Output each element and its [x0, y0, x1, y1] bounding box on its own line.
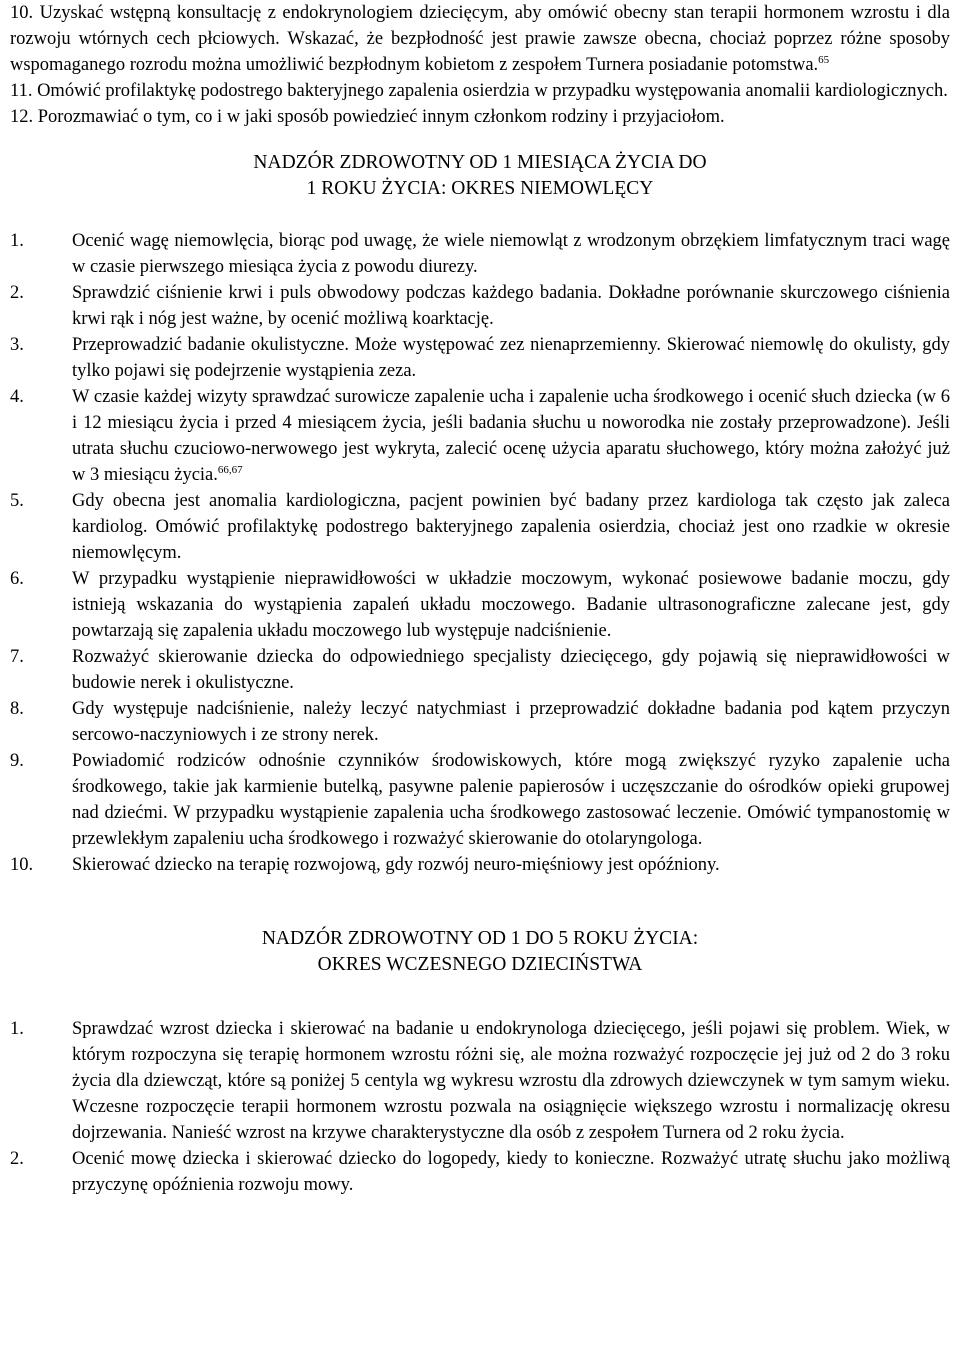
list-item — [10, 228, 950, 280]
list-item — [10, 852, 950, 878]
item-text — [72, 748, 950, 852]
item-text — [72, 1146, 950, 1198]
item-text-body: W czasie każdej wizyty sprawdzać surowicze zapalenie ucha i zapalenie ucha środkowego i ocenić słuch dziecka (w 6 i 12 miesiącu życia i przed 4 miesiącem życia, jeśli badania słuchu u noworodka nie zostały przeprowadzone). Jeśli utrata słuchu czuciowo-nerwowego jest wykryta, zalecić ocenę użycia aparatu słuchowego, który można założyć już w 3 miesiącu życia. — [72, 387, 950, 485]
list-item — [10, 332, 950, 384]
item-text — [72, 280, 950, 332]
item-text — [72, 566, 950, 644]
item-number: 3. — [10, 335, 24, 355]
item-text — [72, 1016, 950, 1146]
item-number: 10. — [10, 855, 34, 875]
intro-item-12 — [10, 104, 950, 130]
document-page — [10, 0, 950, 1198]
list-item — [10, 384, 950, 488]
heading-line: OKRES WCZESNEGO DZIECIŃSTWA — [317, 954, 643, 975]
intro-item-11 — [10, 78, 950, 104]
item-text-body: Powiadomić rodziców odnośnie czynników środowiskowych, które mogą zwiększyć ryzyko zapalenie ucha środkowego, takie jak karmienie butelką, pasywne palenie papierosów i uczęszczanie do ośrodków opieki grupowej nad dziećmi. W przypadku wystąpienie zapalenia ucha środkowego zastosować leczenie. Omówić tympanostomię w przewlekłym zapaleniu ucha środkowego i rozważyć skierowanie do otolaryngologa. — [72, 751, 950, 849]
item-number: 9. — [10, 751, 24, 771]
list-item — [10, 566, 950, 644]
intro-item-10 — [10, 0, 950, 78]
item-text-body: Przeprowadzić badanie okulistyczne. Może występować zez nienaprzemienny. Skierować niemowlę do okulisty, gdy tylko pojawi się podejrzenie wystąpienia zeza. — [72, 335, 950, 381]
item-text-body: Rozważyć skierowanie dziecka do odpowiedniego specjalisty dziecięcego, gdy pojawią się nieprawidłowości w budowie nerek i okulistyczne. — [72, 647, 950, 693]
intro-list — [10, 0, 950, 130]
list-item — [10, 488, 950, 566]
heading-line: NADZÓR ZDROWOTNY OD 1 DO 5 ROKU ŻYCIA: — [261, 928, 699, 949]
item-text-body: Sprawdzić ciśnienie krwi i puls obwodowy podczas każdego badania. Dokładne porównanie skurczowego ciśnienia krwi rąk i nóg jest ważne, by ocenić możliwą koarktację. — [72, 283, 950, 329]
item-text-body: Skierować dziecko na terapię rozwojową, gdy rozwój neuro-mięśniowy jest opóźniony. — [72, 855, 720, 875]
intro-item-text: 12. Porozmawiać o tym, co i w jaki sposób powiedzieć innym członkom rodziny i przyjaciołom. — [10, 107, 725, 127]
list-item — [10, 644, 950, 696]
list-item — [10, 748, 950, 852]
item-text — [72, 852, 950, 878]
item-number: 7. — [10, 647, 24, 667]
item-text-body: Gdy obecna jest anomalia kardiologiczna, pacjent powinien być badany przez kardiologa tak często jak zaleca kardiolog. Omówić profilaktykę podostrego bakteryjnego zapalenia osierdzia, chociaż jest ono rzadkie w okresie niemowlęcym. — [72, 491, 950, 563]
heading-line: NADZÓR ZDROWOTNY OD 1 MIESIĄCA ŻYCIA DO — [253, 152, 707, 173]
intro-item-text: 11. Omówić profilaktykę podostrego bakteryjnego zapalenia osierdzia w przypadku występowania anomalii kardiologicznych. — [10, 81, 948, 101]
item-text — [72, 384, 950, 488]
item-text — [72, 696, 950, 748]
item-text-body: W przypadku wystąpienie nieprawidłowości w układzie moczowym, wykonać posiewowe badanie moczu, gdy istnieją wskazania do wystąpienia zapaleń układu moczowego. Badanie ultrasonograficzne zalecane jest, gdy powtarzają się zapalenia układu moczowego lub występuje nadciśnienie. — [72, 569, 950, 641]
item-text-body: Ocenić wagę niemowlęcia, biorąc pod uwagę, że wiele niemowląt z wrodzonym obrzękiem limfatycznym traci wagę w czasie pierwszego miesiąca życia z powodu diurezy. — [72, 231, 950, 277]
item-text — [72, 332, 950, 384]
item-text — [72, 228, 950, 280]
list-item — [10, 1146, 950, 1198]
item-number: 5. — [10, 491, 24, 511]
item-text-body: Sprawdzać wzrost dziecka i skierować na badanie u endokrynologa dziecięcego, jeśli pojawi się problem. Wiek, w którym rozpoczyna się terapię hormonem wzrostu różni się, ale można rozważyć rozpoczęcie jej już od 2 do 3 roku życia dla dziewcząt, które są poniżej 5 centyla wg wykresu wzrostu dla zdrowych dziewczynek w tym samym wieku. Wczesne rozpoczęcie terapii hormonem wzrostu pozwala na osiągnięcie większego wzrostu i normalizację okresu dojrzewania. Nanieść wzrost na krzywe charakterystyczne dla osób z zespołem Turnera od 2 roku życia. — [72, 1019, 950, 1143]
section-heading-early-childhood — [10, 926, 950, 978]
list-item — [10, 280, 950, 332]
heading-line: 1 ROKU ŻYCIA: OKRES NIEMOWLĘCY — [306, 178, 654, 199]
infancy-list — [10, 228, 950, 878]
item-number: 4. — [10, 387, 24, 407]
item-number: 6. — [10, 569, 24, 589]
item-text — [72, 488, 950, 566]
list-item — [10, 1016, 950, 1146]
item-number: 1. — [10, 1019, 24, 1039]
item-text-body: Gdy występuje nadciśnienie, należy leczyć natychmiast i przeprowadzić dokładne badania pod kątem przyczyn sercowo-naczyniowych i ze strony nerek. — [72, 699, 950, 745]
item-number: 2. — [10, 283, 24, 303]
item-number: 8. — [10, 699, 24, 719]
intro-item-text: 10. Uzyskać wstępną konsultację z endokrynologiem dziecięcym, aby omówić obecny stan terapii hormonem wzrostu i dla rozwoju wtórnych cech płciowych. Wskazać, że bezpłodność jest prawie zawsze obecna, chociaż poprzez różne sposoby wspomaganego rozrodu można umożliwić bezpłodnym kobietom z zespołem Turnera posiadanie potomstwa. — [10, 3, 950, 75]
section-heading-infancy — [10, 150, 950, 202]
item-text-body: Ocenić mowę dziecka i skierować dziecko do logopedy, kiedy to konieczne. Rozważyć utratę słuchu jako możliwą przyczynę opóźnienia rozwoju mowy. — [72, 1149, 950, 1195]
item-number: 2. — [10, 1149, 24, 1169]
item-number: 1. — [10, 231, 24, 251]
footnote-ref: 66,67 — [217, 464, 243, 476]
footnote-ref: 65 — [818, 54, 830, 66]
item-text — [72, 644, 950, 696]
list-item — [10, 696, 950, 748]
early-childhood-list — [10, 1016, 950, 1198]
